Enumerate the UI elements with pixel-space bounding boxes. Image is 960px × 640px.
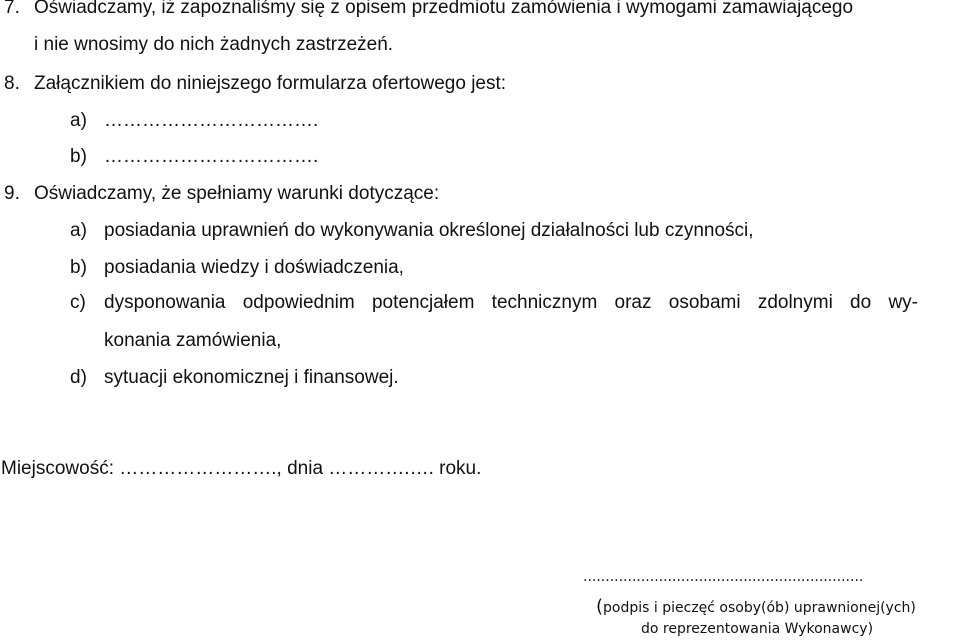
signature-caption-line1: [596, 598, 916, 617]
point-7-text-line2: i nie wnosimy do nich żadnych zastrzeżeń.: [34, 34, 394, 55]
point-8-b-dots: …………………………….: [104, 146, 319, 167]
point-8-a-dots: …………………………….: [104, 110, 319, 131]
point-9-b-text: posiadania wiedzy i doświadczenia,: [104, 257, 404, 278]
point-8-text: Załącznikiem do niniejszego formularza ofertowego jest:: [34, 73, 507, 94]
point-9-c-text-line2: konania zamówienia,: [104, 330, 282, 351]
point-9-text: Oświadczamy, że spełniamy warunki dotyczące:: [34, 183, 440, 204]
point-8-b-letter: b): [70, 146, 87, 167]
point-9-b-letter: b): [70, 257, 87, 278]
signature-dots: ...............................................................: [583, 569, 864, 585]
point-9-c-letter: c): [70, 292, 86, 313]
place-date-line: [1, 458, 481, 480]
point-8-a-letter: a): [70, 110, 87, 131]
place-date-text: Miejscowość: ……………………., dnia ………….…. roku.: [1, 458, 482, 479]
signature-caption-text1: podpis i pieczęć osoby(ób) uprawnionej(ych): [603, 600, 916, 616]
point-7-text-line1: Oświadczamy, iż zapoznaliśmy się z opisem przedmiotu zamówienia i wymogami zamawiającego: [34, 0, 854, 18]
point-9-a-text: posiadania uprawnień do wykonywania określonej działalności lub czynności,: [104, 220, 754, 241]
point-8-number: 8.: [4, 73, 20, 94]
point-9-d-text: sytuacji ekonomicznej i finansowej.: [104, 367, 399, 388]
point-9-c-text-line1: dysponowania odpowiednim potencjałem technicznym oraz osobami zdolnymi do wy-: [104, 292, 918, 313]
point-9-a-letter: a): [70, 220, 87, 241]
point-9-d-letter: d): [70, 367, 87, 388]
point-7-number: 7.: [4, 0, 20, 18]
signature-caption-line2: do reprezentowania Wykonawcy): [641, 621, 874, 637]
signature-paren-open: (: [596, 596, 604, 617]
point-9-number: 9.: [4, 183, 20, 204]
